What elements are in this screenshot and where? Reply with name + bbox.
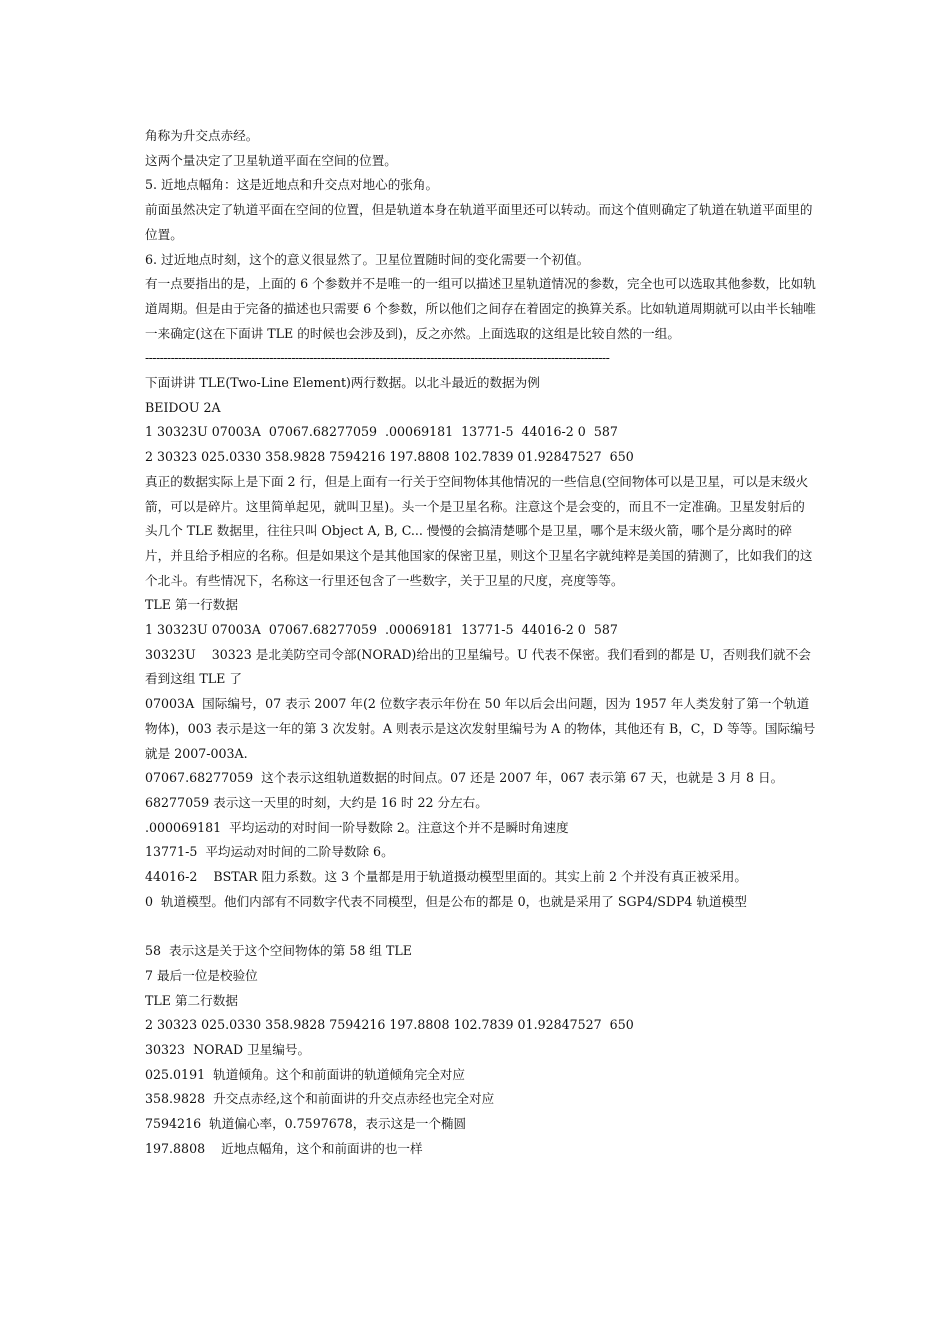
text-line: 07067.68277059 这个表示这组轨道数据的时间点。07 还是 2007 年，067 表示第 67 天，也就是 3 月 8 日。 <box>145 770 784 786</box>
paragraph: 07003A 国际编号，07 表示 2007 年(2 位数字表示年份在 50 年以后会出问题，因为 1957 年人类发射了第一个轨道物体)，003 表示是这一年的第 3 次发射。A 则表示是这次发射里编号为 A 的物体，其他还有 B，C，D 等等。国际编号就是 2007-003A. <box>145 696 816 761</box>
subheading: TLE 第二行数据 <box>145 992 238 1008</box>
text-line: 5. 近地点幅角：这是近地点和升交点对地心的张角。 <box>145 177 439 193</box>
text-line: 58 表示这是关于这个空间物体的第 58 组 TLE <box>145 943 412 959</box>
text-line: 197.8808 近地点幅角，这个和前面讲的也一样 <box>145 1140 423 1156</box>
text-line: 6. 过近地点时刻，这个的意义很显然了。卫星位置随时间的变化需要一个初值。 <box>145 251 590 267</box>
satellite-name: BEIDOU 2A <box>145 399 221 415</box>
text-line: 13771-5 平均运动对时间的二阶导数除 6。 <box>145 844 394 860</box>
tle-line-2: 2 30323 025.0330 358.9828 7594216 197.8808 102.7839 01.92847527 650 <box>145 449 634 465</box>
tle-line-1: 1 30323U 07003A 07067.68277059 .00069181 13771-5 44016-2 0 587 <box>145 424 618 440</box>
paragraph: 有一点要指出的是，上面的 6 个参数并不是唯一的一组可以描述卫星轨道情况的参数，完全也可以选取其他参数，比如轨道周期。但是由于完备的描述也只需要 6 个参数，所以他们之间存在着固定的换算关系。比如轨道周期就可以由半长轴唯一来确定(这在下面讲 TLE 的时候也会涉及到)，反之亦然。上面选取的这组是比较自然的一组。 <box>145 276 816 341</box>
text-line: 0 轨道模型。他们内部有不同数字代表不同模型，但是公布的都是 0，也就是采用了 SGP4/SDP4 轨道模型 <box>145 893 747 909</box>
text-line: 025.0191 轨道倾角。这个和前面讲的轨道倾角完全对应 <box>145 1066 465 1082</box>
text-line: 这两个量决定了卫星轨道平面在空间的位置。 <box>145 152 397 168</box>
section-heading: 下面讲讲 TLE(Two-Line Element)两行数据。以北斗最近的数据为例 <box>145 375 540 391</box>
document-body <box>145 124 817 1162</box>
text-line: 30323 NORAD 卫星编号。 <box>145 1042 311 1057</box>
separator-line: ------------------------------------------------------------------------------------------------------------------------------- <box>145 350 610 366</box>
blank-line <box>145 915 817 940</box>
paragraph: 前面虽然决定了轨道平面在空间的位置，但是轨道本身在轨道平面里还可以转动。而这个值则确定了轨道在轨道平面里的位置。 <box>145 202 813 242</box>
text-line: 44016-2 BSTAR 阻力系数。这 3 个量都是用于轨道摄动模型里面的。其实上前 2 个并没有真正被采用。 <box>145 869 747 885</box>
text-line: 358.9828 升交点赤经,这个和前面讲的升交点赤经也完全对应 <box>145 1091 495 1107</box>
text-line: 68277059 表示这一天里的时刻，大约是 16 时 22 分左右。 <box>145 794 488 810</box>
text-line: 7 最后一位是校验位 <box>145 967 258 983</box>
text-line: 角称为升交点赤经。 <box>145 128 259 143</box>
text-line: .000069181 平均运动的对时间一阶导数除 2。注意这个并不是瞬时角速度 <box>145 819 569 835</box>
subheading: TLE 第一行数据 <box>145 597 238 613</box>
paragraph: 30323U 30323 是北美防空司令部(NORAD)给出的卫星编号。U 代表不保密。我们看到的都是 U，否则我们就不会看到这组 TLE 了 <box>145 646 811 687</box>
tle-line-1: 1 30323U 07003A 07067.68277059 .00069181 13771-5 44016-2 0 587 <box>145 622 618 638</box>
text-line: 7594216 轨道偏心率，0.7597678，表示这是一个椭圆 <box>145 1116 467 1132</box>
paragraph: 真正的数据实际上是下面 2 行，但是上面有一行关于空间物体其他情况的一些信息(空间物体可以是卫星，可以是末级火箭，可以是碎片。这里简单起见，就叫卫星)。头一个是卫星名称。注意这个是会变的，而且不一定准确。卫星发射后的头几个 TLE 数据里，往往只叫 Object A, B, C... 慢慢的会搞清楚哪个是卫星，哪个是末级火箭，哪个是分离时的碎片，并且给予相应的名称。但是如果这个是其他国家的保密卫星，则这个卫星名字就纯粹是美国的猜测了，比如我们的这个北斗。有些情况下，名称这一行里还包含了一些数字，关于卫星的尺度，亮度等等。 <box>145 473 813 588</box>
tle-line-2: 2 30323 025.0330 358.9828 7594216 197.8808 102.7839 01.92847527 650 <box>145 1017 634 1033</box>
